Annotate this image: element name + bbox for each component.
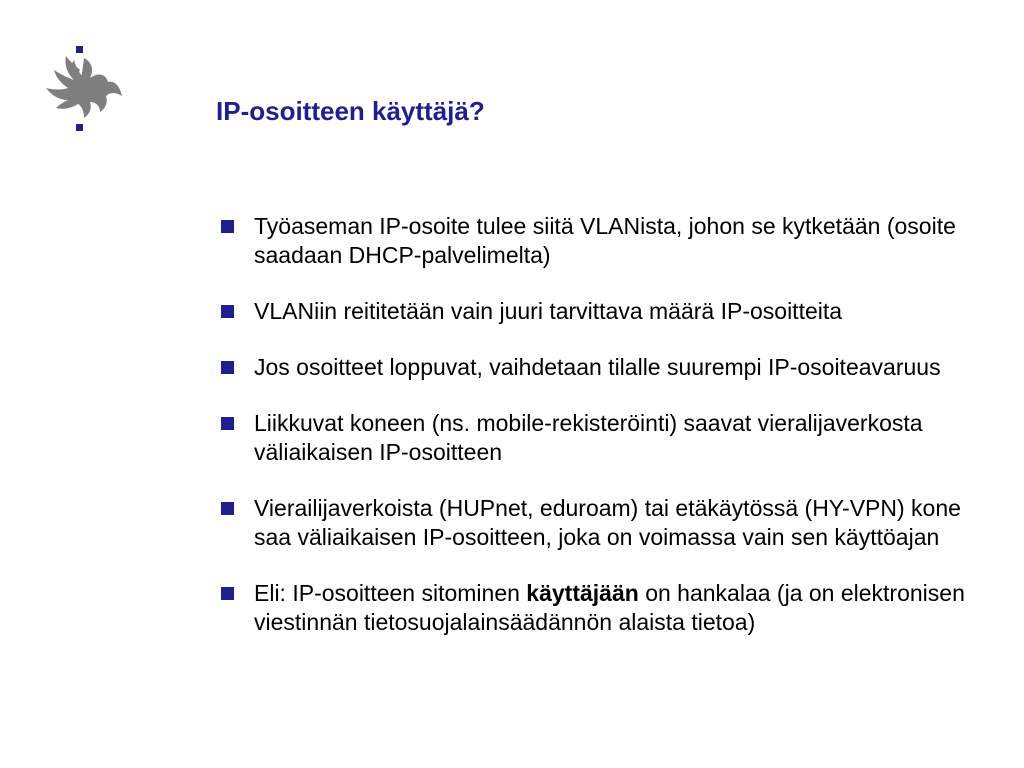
- bullet-item: [218, 297, 998, 326]
- bullet-text-after: on hankalaa (ja on elektronisen viestinnän tietosuojalainsäädännön alaista tietoa): [254, 580, 965, 635]
- bullet-item: [218, 409, 998, 467]
- square-bullet-icon: [221, 220, 234, 233]
- bullet-list: [218, 212, 998, 664]
- bullet-text: VLANiin reititetään vain juuri tarvittava määrä IP-osoitteita: [254, 298, 843, 324]
- bullet-text-before: Eli: IP-osoitteen sitominen: [254, 580, 527, 606]
- square-bullet-icon: [221, 361, 234, 374]
- university-flame-logo-icon: [34, 44, 130, 140]
- square-bullet-icon: [221, 305, 234, 318]
- bullet-text-bold: käyttäjään: [526, 580, 639, 606]
- bullet-text: [254, 579, 998, 637]
- bullet-text: Vierailijaverkoista (HUPnet, eduroam) tai etäkäytössä (HY-VPN) kone saa väliaikaisen IP-osoitteen, joka on voimassa vain sen käyttöajan: [254, 495, 961, 550]
- square-bullet-icon: [221, 417, 234, 430]
- bullet-text: Jos osoitteet loppuvat, vaihdetaan tilalle suurempi IP-osoiteavaruus: [254, 354, 941, 380]
- bullet-text: Liikkuvat koneen (ns. mobile-rekisteröinti) saavat vieralijaverkosta väliaikaisen IP-osoitteen: [254, 410, 923, 465]
- bullet-item: [218, 579, 998, 637]
- bullet-item: [218, 494, 998, 552]
- bullet-item: [218, 353, 998, 382]
- square-bullet-icon: [221, 587, 234, 600]
- square-bullet-icon: [221, 502, 234, 515]
- slide-title: IP-osoitteen käyttäjä?: [216, 96, 485, 126]
- bullet-item: [218, 212, 998, 270]
- bullet-text: Työaseman IP-osoite tulee siitä VLANista, johon se kytketään (osoite saadaan DHCP-palvelimelta): [254, 213, 956, 268]
